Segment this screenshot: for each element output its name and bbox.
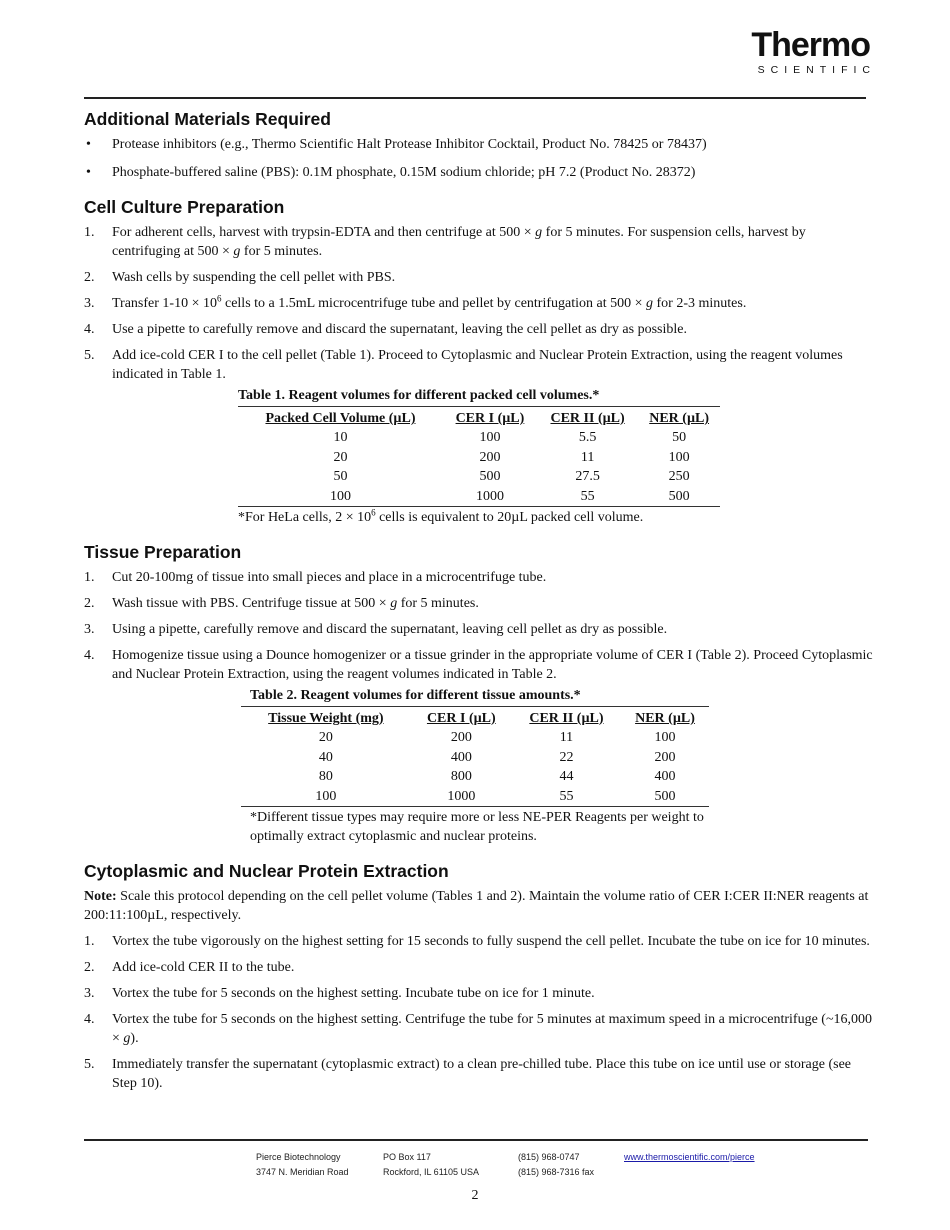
column-header: NER (µL) — [635, 711, 695, 726]
header-rule — [84, 97, 866, 99]
footer-fax: (815) 968-7316 fax — [518, 1167, 595, 1177]
footer-address-col — [256, 1150, 349, 1180]
step-item: 3. Transfer $1-10 \times 10^6$ cells to a 1.5mL microcentrifuge tube and pellet by centrifugation at 500 × g for 2-3 minutes. — [84, 293, 747, 311]
table-row: 50 500 27.5 250 — [333, 469, 690, 484]
table-row: 100 1000 55 500 — [329, 488, 690, 504]
step-item: 2. Wash tissue with PBS. Centrifuge tissue at 500 × g for 5 minutes. — [84, 596, 479, 611]
extraction-steps — [84, 932, 874, 1093]
table-row: 20 200 11 100 — [333, 449, 690, 465]
logo-wordmark: Thermo — [751, 26, 870, 64]
table-header-row — [238, 407, 720, 429]
footer-company: Pierce Biotechnology — [256, 1152, 341, 1162]
document-body — [84, 108, 874, 1107]
cell-culture-steps — [84, 223, 874, 384]
list-item: • Protease inhibitors (e.g., Thermo Scientific Halt Protease Inhibitor Cocktail, Product No. 78425 or 78437) — [86, 137, 707, 152]
table-2-footnote: *Different tissue types may require more or less NE-PER Reagents per weight to optimally extract cytoplasmic and nuclear proteins. — [250, 810, 704, 844]
footer-city: Rockford, IL 61105 USA — [383, 1167, 480, 1177]
page-number: 2 — [471, 1188, 479, 1203]
table-1-grid — [238, 406, 720, 507]
section-extraction — [84, 860, 874, 1093]
step-item: 2. Wash cells by suspending the cell pellet with PBS. — [84, 270, 396, 285]
column-header: CER II (µL) — [550, 411, 625, 426]
table-1 — [238, 386, 720, 527]
table-2-grid — [241, 706, 709, 807]
footer-phone: (815) 968-0747 — [518, 1152, 580, 1162]
footer-url-link[interactable]: www.thermoscientific.com/pierce — [624, 1152, 755, 1162]
footer-pobox: PO Box 117 — [383, 1152, 431, 1162]
footer-street: 3747 N. Meridian Road — [256, 1167, 349, 1177]
step-item: 5. Immediately transfer the supernatant (cytoplasmic extract) to a clean pre-chilled tube. Place this tube on ice until use or storage (see Step 10). — [84, 1057, 851, 1091]
list-item: • Phosphate-buffered saline (PBS): 0.1M phosphate, 0.15M sodium chloride; pH 7.2 (Product No. 28372) — [86, 165, 696, 180]
column-header: NER (µL) — [649, 411, 710, 426]
table-row: 40 400 22 200 — [318, 749, 676, 765]
table-1-caption: Table 1. Reagent volumes for different packed cell volumes.* — [238, 388, 600, 403]
step-item: 1. Vortex the tube vigorously on the highest setting for 15 seconds to fully suspend the cell pellet. Incubate the tube on ice for 10 minutes. — [84, 934, 870, 949]
section-tissue — [84, 541, 874, 846]
section-title-cell-culture: Cell Culture Preparation — [84, 197, 285, 217]
table-2 — [241, 686, 709, 846]
footer-rule — [84, 1139, 868, 1141]
section-title-extraction: Cytoplasmic and Nuclear Protein Extraction — [84, 861, 449, 881]
footer-phone-col — [518, 1150, 594, 1180]
tissue-steps — [84, 568, 874, 684]
step-item: 1. Cut 20-100mg of tissue into small pieces and place in a microcentrifuge tube. — [84, 570, 547, 585]
column-header: CER I (µL) — [426, 711, 496, 726]
logo-subtitle: SCIENTIFIC — [757, 64, 876, 76]
footer-mail-col — [383, 1150, 479, 1180]
bullet-icon: • — [86, 137, 91, 152]
step-item: 4. Homogenize tissue using a Dounce homogenizer or a tissue grinder in the appropriate volume of CER I (Table 2). Proceed Cytoplasmic and Nuclear Protein Extraction, using the reagent volumes indicated in Table 2. — [84, 648, 873, 682]
step-item: 3. Using a pipette, carefully remove and discard the supernatant, leaving cell pellet as dry as possible. — [84, 622, 668, 637]
step-item: 2. Add ice-cold CER II to the tube. — [84, 960, 295, 975]
section-cell-culture — [84, 196, 874, 527]
footer-web-col — [624, 1150, 755, 1165]
table-header-row — [241, 707, 709, 729]
section-title-tissue: Tissue Preparation — [84, 542, 242, 562]
section-materials — [84, 108, 874, 182]
thermo-scientific-logo — [751, 26, 876, 76]
table-2-caption: Table 2. Reagent volumes for different tissue amounts.* — [250, 688, 581, 703]
table-row: 20 200 11 100 — [318, 730, 676, 745]
column-header: CER II (µL) — [529, 711, 604, 726]
bullet-icon: • — [86, 165, 91, 180]
table-1-footnote: *For HeLa cells, $2 \times 10^6$ cells is equivalent to 20µL packed cell volume. — [238, 507, 644, 525]
step-item: 4. Vortex the tube for 5 seconds on the highest setting. Centrifuge the tube for 5 minutes at maximum speed in a microcentrifuge (~16,000 × g). — [84, 1012, 873, 1046]
step-item: 3. Vortex the tube for 5 seconds on the highest setting. Incubate tube on ice for 1 minute. — [84, 986, 595, 1001]
column-header: Packed Cell Volume (µL) — [265, 411, 416, 426]
table-row: 80 800 44 400 — [318, 769, 676, 784]
materials-list — [84, 135, 874, 182]
step-item: 5. Add ice-cold CER I to the cell pellet (Table 1). Proceed to Cytoplasmic and Nuclear Protein Extraction, using the reagent volumes indicated in Table 1. — [84, 348, 843, 382]
step-item: 4. Use a pipette to carefully remove and discard the supernatant, leaving the cell pellet as dry as possible. — [84, 322, 687, 337]
extraction-note: Note: Scale this protocol depending on the cell pellet volume (Tables 1 and 2). Maintain the volume ratio of CER I:CER II:NER reagents at 200:11:100µL, respectively. — [84, 889, 869, 923]
table-row: 10 100 5.5 50 — [333, 430, 687, 445]
column-header: CER I (µL) — [455, 411, 525, 426]
section-title-materials: Additional Materials Required — [84, 109, 331, 129]
step-item: 1. For adherent cells, harvest with trypsin-EDTA and then centrifuge at 500 × g for 5 minutes. For suspension cells, harvest by centrifuging at 500 × g for 5 minutes. — [84, 225, 806, 259]
column-header: Tissue Weight (mg) — [268, 711, 384, 726]
table-row: 100 1000 55 500 — [315, 788, 676, 804]
